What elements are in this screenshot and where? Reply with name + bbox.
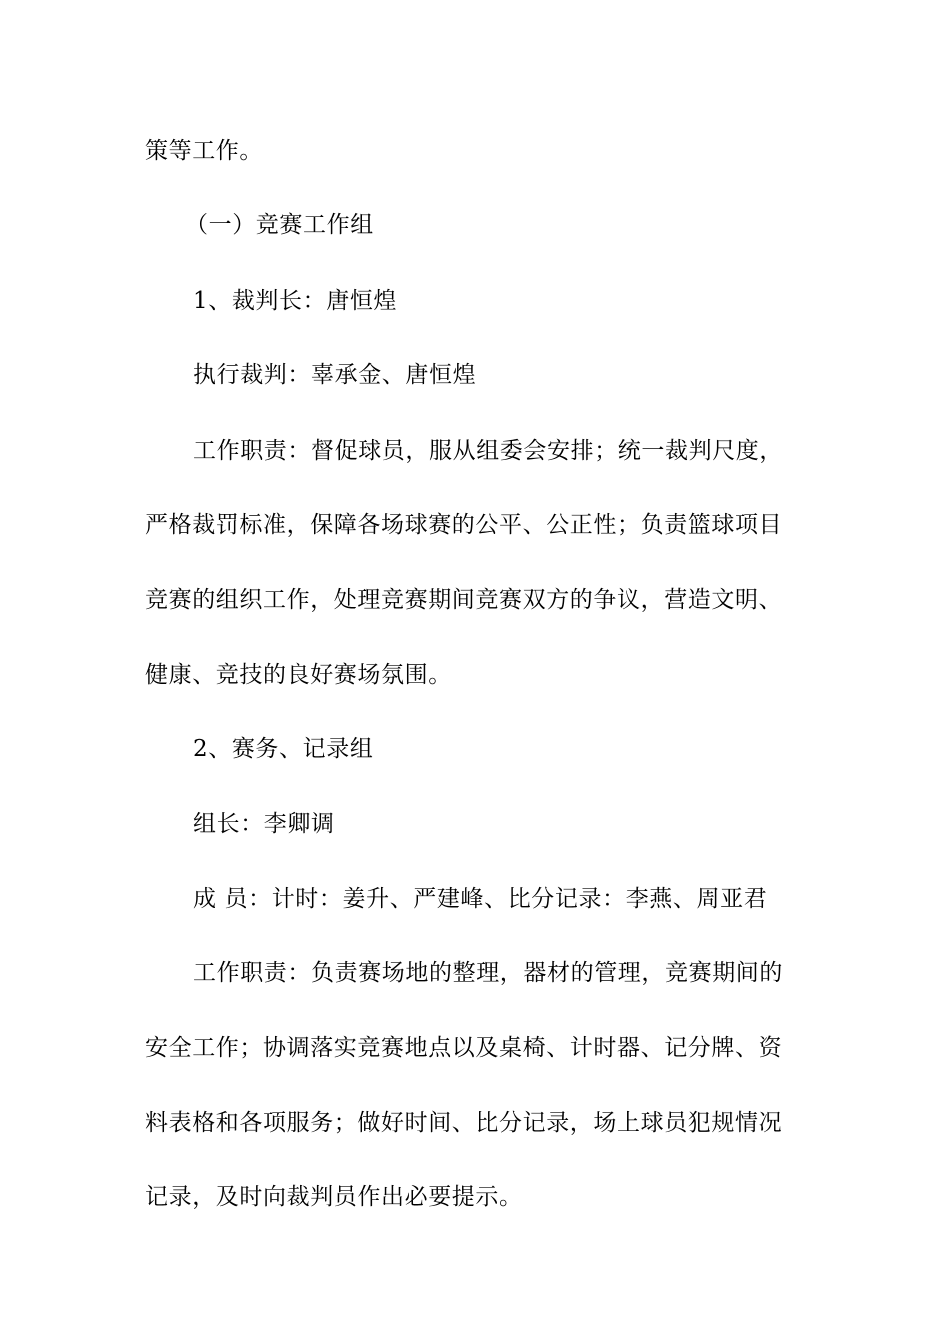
paragraph-line-duties-5: 工作职责：负责赛场地的整理，器材的管理，竞赛期间的 [193, 960, 783, 986]
paragraph-line-duties-6: 安全工作；协调落实竞赛地点以及桌椅、计时器、记分牌、资 [145, 1035, 783, 1061]
text-line-executive-referees: 执行裁判：辜承金、唐恒煌 [193, 362, 477, 388]
paragraph-line-duties-8: 记录，及时向裁判员作出必要提示。 [145, 1184, 523, 1210]
text-line-group-leader: 组长：李卿调 [193, 811, 335, 837]
section-heading-competition-group: （一）竞赛工作组 [185, 212, 374, 238]
subsection-heading-records-group: 2、赛务、记录组 [193, 736, 374, 762]
text-line-chief-referee: 1、裁判长：唐恒煌 [193, 288, 398, 314]
paragraph-line-duties-1: 工作职责：督促球员，服从组委会安排；统一裁判尺度， [193, 438, 783, 464]
text-line-continuation: 策等工作。 [145, 138, 263, 164]
paragraph-line-duties-4: 健康、竞技的良好赛场氛围。 [145, 662, 452, 688]
paragraph-line-duties-3: 竞赛的组织工作，处理竞赛期间竞赛双方的争议，营造文明、 [145, 587, 783, 613]
text-line-members: 成 员：计时：姜升、严建峰、比分记录：李燕、周亚君 [193, 886, 768, 912]
paragraph-line-duties-7: 料表格和各项服务；做好时间、比分记录，场上球员犯规情况 [145, 1110, 783, 1136]
paragraph-line-duties-2: 严格裁罚标准，保障各场球赛的公平、公正性；负责篮球项目 [145, 512, 783, 538]
